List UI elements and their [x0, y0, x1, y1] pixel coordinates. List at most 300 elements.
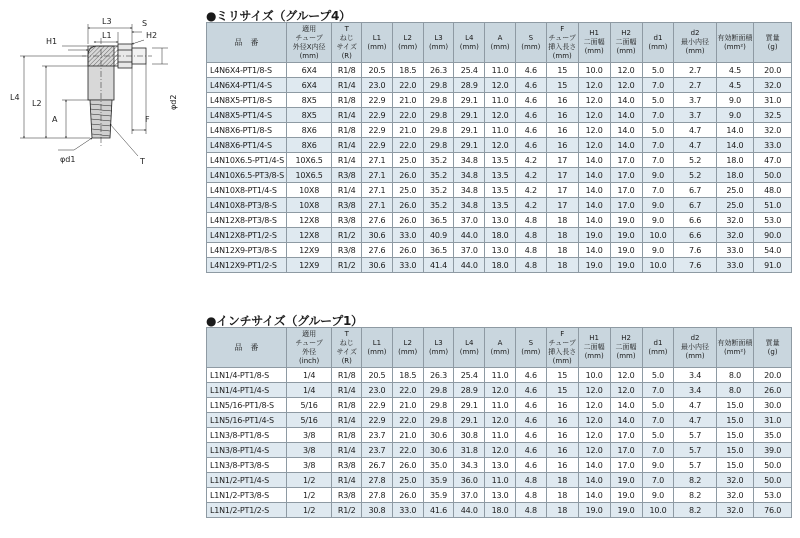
label-S: S	[142, 19, 148, 28]
cell-tube-size: 6X4	[286, 63, 332, 78]
cell-mass: 53.0	[754, 213, 792, 228]
column-header-line: T	[344, 24, 349, 33]
column-header-line: d1	[653, 33, 663, 42]
cell-H2: 17.0	[610, 153, 642, 168]
cell-H2: 14.0	[610, 108, 642, 123]
table-row	[207, 243, 792, 258]
cell-L4: 29.1	[454, 398, 485, 413]
fitting-drawing	[2, 4, 200, 174]
cell-L3: 35.2	[423, 153, 454, 168]
column-header-L2	[392, 328, 423, 368]
cell-S: 4.8	[515, 488, 546, 503]
column-header-line: (mm)	[685, 352, 705, 360]
cell-S: 4.2	[515, 168, 546, 183]
cell-L1: 27.1	[362, 153, 393, 168]
cell-H2: 14.0	[610, 93, 642, 108]
column-header-L4	[454, 328, 485, 368]
cell-thread-size: R3/8	[332, 168, 362, 183]
cell-L4: 29.1	[454, 123, 485, 138]
cell-part-number: L4N12X9-PT3/8-S	[207, 243, 287, 258]
cell-H2: 12.0	[610, 383, 642, 398]
cell-part-number: L1N1/2-PT1/2-S	[207, 503, 287, 518]
cell-F: 16	[546, 93, 578, 108]
cell-d2: 5.7	[674, 428, 716, 443]
cell-S: 4.6	[515, 368, 546, 383]
cell-A: 18.0	[485, 503, 516, 518]
cell-thread-size: R1/8	[332, 93, 362, 108]
cell-H2: 17.0	[610, 168, 642, 183]
column-header-line: F	[560, 24, 565, 33]
cell-effective-area: 14.0	[716, 123, 754, 138]
column-header-line: 二面幅	[615, 38, 637, 46]
cell-d2: 2.7	[674, 78, 716, 93]
cell-thread-size: R1/8	[332, 398, 362, 413]
cell-F: 18	[546, 228, 578, 243]
column-header-line: 外径	[302, 347, 317, 356]
table-row	[207, 368, 792, 383]
cell-d1: 7.0	[642, 473, 674, 488]
cell-F: 16	[546, 123, 578, 138]
cell-mass: 30.0	[754, 398, 792, 413]
column-header-line: L1	[372, 33, 382, 42]
column-header-part-number: 品 番	[207, 328, 287, 368]
cell-F: 15	[546, 368, 578, 383]
column-header-line: (R)	[341, 51, 352, 60]
cell-effective-area: 32.0	[716, 488, 754, 503]
column-header-line: チューブ	[295, 338, 323, 347]
cell-d2: 3.7	[674, 108, 716, 123]
column-header-line: L2	[403, 338, 412, 347]
column-header-line: 適用	[302, 329, 317, 338]
cell-L1: 27.1	[362, 168, 393, 183]
column-header-d1	[642, 328, 674, 368]
column-header-line: (mm)	[367, 347, 387, 356]
label-A: A	[52, 115, 58, 124]
table-row	[207, 93, 792, 108]
cell-F: 17	[546, 168, 578, 183]
cell-tube-size: 8X5	[286, 93, 332, 108]
cell-L4: 34.8	[454, 198, 485, 213]
cell-L1: 26.7	[362, 458, 393, 473]
cell-S: 4.6	[515, 138, 546, 153]
column-header-line: S	[528, 33, 534, 42]
cell-thread-size: R1/4	[332, 183, 362, 198]
cell-S: 4.6	[515, 443, 546, 458]
column-header-mass	[754, 23, 792, 63]
column-header-line: 最小内径	[681, 343, 710, 351]
cell-part-number: L4N10X8-PT3/8-S	[207, 198, 287, 213]
table-row	[207, 198, 792, 213]
cell-d2: 5.7	[674, 443, 716, 458]
column-header-line: チューブ	[295, 33, 323, 42]
cell-mass: 20.0	[754, 63, 792, 78]
cell-H1: 19.0	[578, 228, 610, 243]
cell-L3: 29.8	[423, 383, 454, 398]
cell-L3: 35.0	[423, 458, 454, 473]
cell-S: 4.6	[515, 123, 546, 138]
cell-d1: 10.0	[642, 503, 674, 518]
cell-effective-area: 15.0	[716, 398, 754, 413]
column-header-line: H2	[621, 334, 631, 342]
cell-S: 4.8	[515, 473, 546, 488]
cell-A: 13.5	[485, 153, 516, 168]
column-header-effective-area	[716, 328, 754, 368]
cell-mass: 90.0	[754, 228, 792, 243]
cell-L1: 22.9	[362, 123, 393, 138]
cell-d2: 5.2	[674, 168, 716, 183]
cell-thread-size: R3/8	[332, 458, 362, 473]
cell-d2: 4.7	[674, 398, 716, 413]
cell-effective-area: 25.0	[716, 198, 754, 213]
column-header-line: チューブ	[548, 338, 576, 347]
cell-part-number: L4N6X4-PT1/8-S	[207, 63, 287, 78]
column-header-line: F	[560, 329, 565, 338]
cell-L2: 21.0	[392, 123, 423, 138]
column-header-line: A	[497, 33, 503, 42]
column-header-L4	[454, 23, 485, 63]
cell-effective-area: 15.0	[716, 428, 754, 443]
cell-F: 15	[546, 383, 578, 398]
label-L1: L1	[102, 31, 112, 40]
column-header-L2	[392, 23, 423, 63]
cell-H1: 12.0	[578, 428, 610, 443]
label-L4: L4	[10, 93, 20, 102]
column-header-line: (mm)	[552, 356, 572, 365]
cell-L2: 26.0	[392, 458, 423, 473]
cell-H2: 17.0	[610, 183, 642, 198]
column-header-line: 最小内径	[681, 38, 710, 46]
cell-d1: 5.0	[642, 93, 674, 108]
label-H2: H2	[146, 31, 158, 40]
cell-L4: 44.0	[454, 228, 485, 243]
column-header-line: (mm)	[428, 42, 449, 51]
column-header-line: 挿入長さ	[548, 42, 577, 51]
cell-F: 15	[546, 63, 578, 78]
cell-part-number: L4N6X4-PT1/4-S	[207, 78, 287, 93]
cell-A: 13.0	[485, 213, 516, 228]
cell-L1: 27.6	[362, 243, 393, 258]
column-header-line: T	[344, 329, 349, 338]
cell-L1: 27.1	[362, 183, 393, 198]
cell-d1: 5.0	[642, 368, 674, 383]
cell-L1: 30.6	[362, 228, 393, 243]
cell-L1: 20.5	[362, 63, 393, 78]
cell-H2: 19.0	[610, 243, 642, 258]
cell-thread-size: R1/4	[332, 473, 362, 488]
cell-H1: 14.0	[578, 488, 610, 503]
cell-H1: 14.0	[578, 153, 610, 168]
cell-H2: 19.0	[610, 488, 642, 503]
cell-L2: 22.0	[392, 78, 423, 93]
cell-L1: 22.9	[362, 93, 393, 108]
cell-F: 18	[546, 213, 578, 228]
cell-H1: 19.0	[578, 258, 610, 273]
cell-tube-size: 1/2	[286, 503, 332, 518]
cell-tube-size: 8X5	[286, 108, 332, 123]
column-header-line: (mm²)	[723, 42, 746, 51]
cell-effective-area: 8.0	[716, 368, 754, 383]
cell-L1: 23.7	[362, 428, 393, 443]
cell-d1: 9.0	[642, 213, 674, 228]
cell-part-number: L1N1/2-PT1/4-S	[207, 473, 287, 488]
column-header-line: (mm²)	[723, 347, 746, 356]
cell-H2: 14.0	[610, 123, 642, 138]
cell-L1: 30.8	[362, 503, 393, 518]
cell-S: 4.8	[515, 213, 546, 228]
column-header-S	[515, 328, 546, 368]
cell-L3: 40.9	[423, 228, 454, 243]
cell-mass: 53.0	[754, 488, 792, 503]
cell-F: 18	[546, 473, 578, 488]
cell-tube-size: 5/16	[286, 413, 332, 428]
cell-A: 13.5	[485, 198, 516, 213]
cell-L4: 34.8	[454, 153, 485, 168]
cell-mass: 32.0	[754, 78, 792, 93]
cell-part-number: L1N3/8-PT1/8-S	[207, 428, 287, 443]
cell-part-number: L1N1/4-PT1/8-S	[207, 368, 287, 383]
cell-L4: 29.1	[454, 138, 485, 153]
cell-L2: 25.0	[392, 183, 423, 198]
table-row	[207, 213, 792, 228]
column-header-line: (mm)	[459, 42, 479, 51]
cell-effective-area: 15.0	[716, 458, 754, 473]
cell-mass: 51.0	[754, 198, 792, 213]
cell-S: 4.6	[515, 93, 546, 108]
column-header-line: (mm)	[521, 347, 541, 356]
column-header-line: 質量	[765, 33, 780, 42]
cell-A: 11.0	[485, 93, 516, 108]
cell-d1: 7.0	[642, 153, 674, 168]
cell-F: 17	[546, 198, 578, 213]
cell-tube-size: 8X6	[286, 123, 332, 138]
cell-L2: 18.5	[392, 63, 423, 78]
cell-thread-size: R1/8	[332, 123, 362, 138]
cell-mass: 50.0	[754, 473, 792, 488]
cell-H1: 14.0	[578, 458, 610, 473]
column-header-line: 二面幅	[583, 38, 605, 46]
cell-part-number: L4N8X5-PT1/4-S	[207, 108, 287, 123]
cell-thread-size: R1/2	[332, 258, 362, 273]
column-header-F	[546, 23, 578, 63]
cell-L3: 26.3	[423, 368, 454, 383]
column-header-line: L3	[434, 33, 443, 42]
cell-L4: 25.4	[454, 63, 485, 78]
column-header-line: (mm)	[584, 47, 604, 55]
cell-L1: 22.9	[362, 108, 393, 123]
cell-d1: 5.0	[642, 398, 674, 413]
cell-L4: 29.1	[454, 93, 485, 108]
column-header-line: 有効断面積	[717, 33, 753, 42]
column-header-line: S	[528, 338, 534, 347]
cell-L2: 26.0	[392, 168, 423, 183]
cell-L3: 35.2	[423, 198, 454, 213]
cell-H1: 19.0	[578, 503, 610, 518]
cell-part-number: L1N3/8-PT3/8-S	[207, 458, 287, 473]
cell-effective-area: 18.0	[716, 153, 754, 168]
cell-d1: 9.0	[642, 458, 674, 473]
cell-d1: 7.0	[642, 413, 674, 428]
cell-tube-size: 12X9	[286, 243, 332, 258]
cell-tube-size: 3/8	[286, 443, 332, 458]
cell-d2: 3.4	[674, 368, 716, 383]
cell-A: 12.0	[485, 383, 516, 398]
column-header-line: (mm)	[398, 42, 418, 51]
cell-d2: 8.2	[674, 488, 716, 503]
label-F: F	[145, 115, 150, 124]
cell-L3: 30.6	[423, 428, 454, 443]
column-header-line: (mm)	[367, 42, 387, 51]
cell-thread-size: R1/4	[332, 138, 362, 153]
cell-A: 12.0	[485, 108, 516, 123]
cell-L1: 27.8	[362, 488, 393, 503]
cell-H2: 19.0	[610, 213, 642, 228]
cell-H1: 14.0	[578, 243, 610, 258]
cell-H2: 17.0	[610, 198, 642, 213]
column-header-line: L2	[403, 33, 412, 42]
cell-L4: 44.0	[454, 258, 485, 273]
cell-d1: 5.0	[642, 123, 674, 138]
cell-mass: 54.0	[754, 243, 792, 258]
cell-A: 11.0	[485, 123, 516, 138]
cell-tube-size: 6X4	[286, 78, 332, 93]
cell-thread-size: R3/8	[332, 213, 362, 228]
cell-effective-area: 25.0	[716, 183, 754, 198]
column-header-L1	[362, 328, 393, 368]
cell-S: 4.8	[515, 258, 546, 273]
column-header-line: d2	[690, 29, 700, 37]
column-header-H2	[610, 328, 642, 368]
column-header-line: (mm)	[490, 347, 510, 356]
cell-mass: 31.0	[754, 93, 792, 108]
cell-F: 17	[546, 153, 578, 168]
cell-d2: 8.2	[674, 503, 716, 518]
column-header-line: (g)	[767, 347, 778, 356]
column-header-S	[515, 23, 546, 63]
cell-effective-area: 8.0	[716, 383, 754, 398]
cell-S: 4.6	[515, 458, 546, 473]
cell-L4: 28.9	[454, 383, 485, 398]
cell-effective-area: 14.0	[716, 138, 754, 153]
column-header-d1	[642, 23, 674, 63]
column-header-A	[485, 328, 516, 368]
cell-S: 4.8	[515, 243, 546, 258]
cell-H1: 12.0	[578, 383, 610, 398]
column-header-line: L1	[372, 338, 382, 347]
inch-spec-table	[206, 327, 792, 518]
label-L2: L2	[32, 99, 42, 108]
table-row	[207, 78, 792, 93]
cell-effective-area: 9.0	[716, 93, 754, 108]
column-header-thread-size	[332, 328, 362, 368]
cell-part-number: L4N10X6.5-PT1/4-S	[207, 153, 287, 168]
label-d1: φd1	[60, 155, 76, 164]
table-row	[207, 443, 792, 458]
cell-H1: 12.0	[578, 138, 610, 153]
column-header-thread-size	[332, 23, 362, 63]
column-header-line: (mm)	[459, 347, 479, 356]
cell-L1: 20.5	[362, 368, 393, 383]
cell-d1: 7.0	[642, 383, 674, 398]
cell-part-number: L4N10X8-PT1/4-S	[207, 183, 287, 198]
cell-d2: 3.4	[674, 383, 716, 398]
cell-part-number: L1N1/4-PT1/4-S	[207, 383, 287, 398]
cell-S: 4.6	[515, 108, 546, 123]
cell-A: 18.0	[485, 258, 516, 273]
cell-d2: 6.7	[674, 183, 716, 198]
cell-d2: 4.7	[674, 138, 716, 153]
cell-part-number: L4N12X8-PT1/2-S	[207, 228, 287, 243]
cell-L4: 30.8	[454, 428, 485, 443]
column-header-line: (mm)	[685, 47, 705, 55]
cell-d1: 10.0	[642, 258, 674, 273]
cell-L4: 29.1	[454, 413, 485, 428]
column-header-line: (mm)	[521, 42, 541, 51]
cell-L3: 35.2	[423, 168, 454, 183]
cell-A: 13.0	[485, 488, 516, 503]
cell-A: 12.0	[485, 413, 516, 428]
column-header-line: 二面幅	[583, 343, 605, 351]
metric-spec-table	[206, 22, 792, 273]
cell-L2: 26.0	[392, 488, 423, 503]
column-header-line: H1	[589, 334, 599, 342]
column-header-line: d2	[690, 334, 700, 342]
cell-tube-size: 10X8	[286, 183, 332, 198]
cell-d2: 3.7	[674, 93, 716, 108]
cell-H1: 12.0	[578, 398, 610, 413]
column-header-line: (R)	[341, 356, 352, 365]
cell-effective-area: 15.0	[716, 413, 754, 428]
cell-L3: 41.4	[423, 258, 454, 273]
cell-mass: 35.0	[754, 428, 792, 443]
cell-effective-area: 15.0	[716, 443, 754, 458]
column-header-line: (mm)	[490, 42, 510, 51]
column-header-line: (mm)	[648, 347, 668, 356]
cell-tube-size: 8X6	[286, 138, 332, 153]
table-row	[207, 503, 792, 518]
cell-d2: 2.7	[674, 63, 716, 78]
column-header-line: サイズ	[336, 347, 357, 356]
cell-L3: 30.6	[423, 443, 454, 458]
cell-L1: 22.9	[362, 413, 393, 428]
cell-L2: 22.0	[392, 413, 423, 428]
label-d2: φd2	[169, 94, 178, 110]
metric-section-title: ●ミリサイズ（グループ4）	[206, 9, 351, 23]
cell-d1: 7.0	[642, 183, 674, 198]
cell-L3: 41.6	[423, 503, 454, 518]
column-header-line: d1	[653, 338, 663, 347]
cell-part-number: L4N8X6-PT1/8-S	[207, 123, 287, 138]
cell-thread-size: R3/8	[332, 198, 362, 213]
cell-mass: 33.0	[754, 138, 792, 153]
cell-H1: 12.0	[578, 78, 610, 93]
cell-H1: 14.0	[578, 213, 610, 228]
cell-part-number: L4N8X6-PT1/4-S	[207, 138, 287, 153]
cell-mass: 76.0	[754, 503, 792, 518]
cell-effective-area: 4.5	[716, 78, 754, 93]
column-header-line: 有効断面積	[717, 338, 753, 347]
cell-H1: 10.0	[578, 368, 610, 383]
cell-L1: 27.1	[362, 198, 393, 213]
cell-effective-area: 32.0	[716, 228, 754, 243]
cell-d2: 6.6	[674, 213, 716, 228]
cell-S: 4.8	[515, 503, 546, 518]
cell-part-number: L4N12X9-PT1/2-S	[207, 258, 287, 273]
cell-H2: 19.0	[610, 258, 642, 273]
cell-d1: 9.0	[642, 198, 674, 213]
cell-L4: 37.0	[454, 488, 485, 503]
column-header-line: 適用	[302, 24, 317, 33]
cell-L4: 31.8	[454, 443, 485, 458]
